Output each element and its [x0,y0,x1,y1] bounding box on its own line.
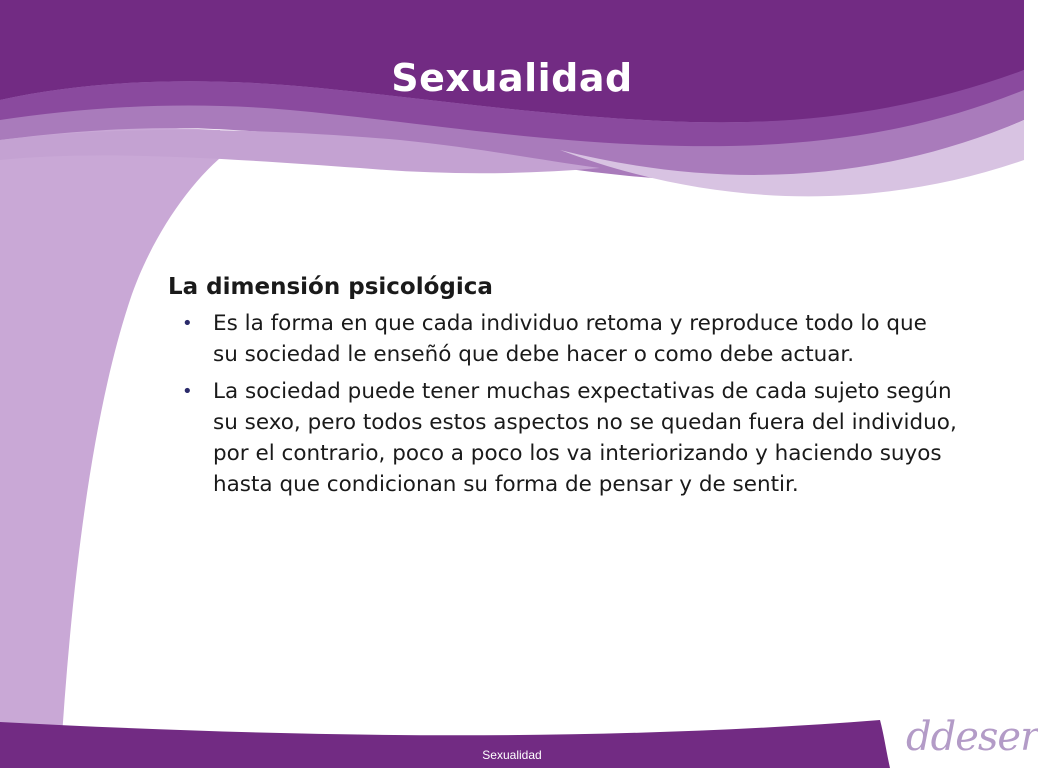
bullet-dot-icon: • [182,381,193,402]
section-heading: La dimensión psicológica [168,274,493,300]
bullet-item [168,308,958,370]
footer-label: Sexualidad [482,748,542,762]
ddeser-logo [906,712,1038,762]
content-area [168,270,958,506]
bullet-dot-icon: • [182,313,193,334]
bullet-text: Es la forma en que cada individuo retoma y reproduce todo lo que su sociedad le enseñó que debe hacer o como debe actuar. [213,311,927,367]
bullet-item [168,376,958,500]
slide-title: Sexualidad [391,56,633,100]
bullet-text: La sociedad puede tener muchas expectativas de cada sujeto según su sexo, pero todos estos aspectos no se quedan fuera del individuo, por el contrario, poco a poco los va interiorizando y haciendo suyos hasta que condicionan su forma de pensar y de sentir. [213,379,957,497]
logo-text: ddeser [906,714,1038,760]
bullet-list [168,308,958,500]
